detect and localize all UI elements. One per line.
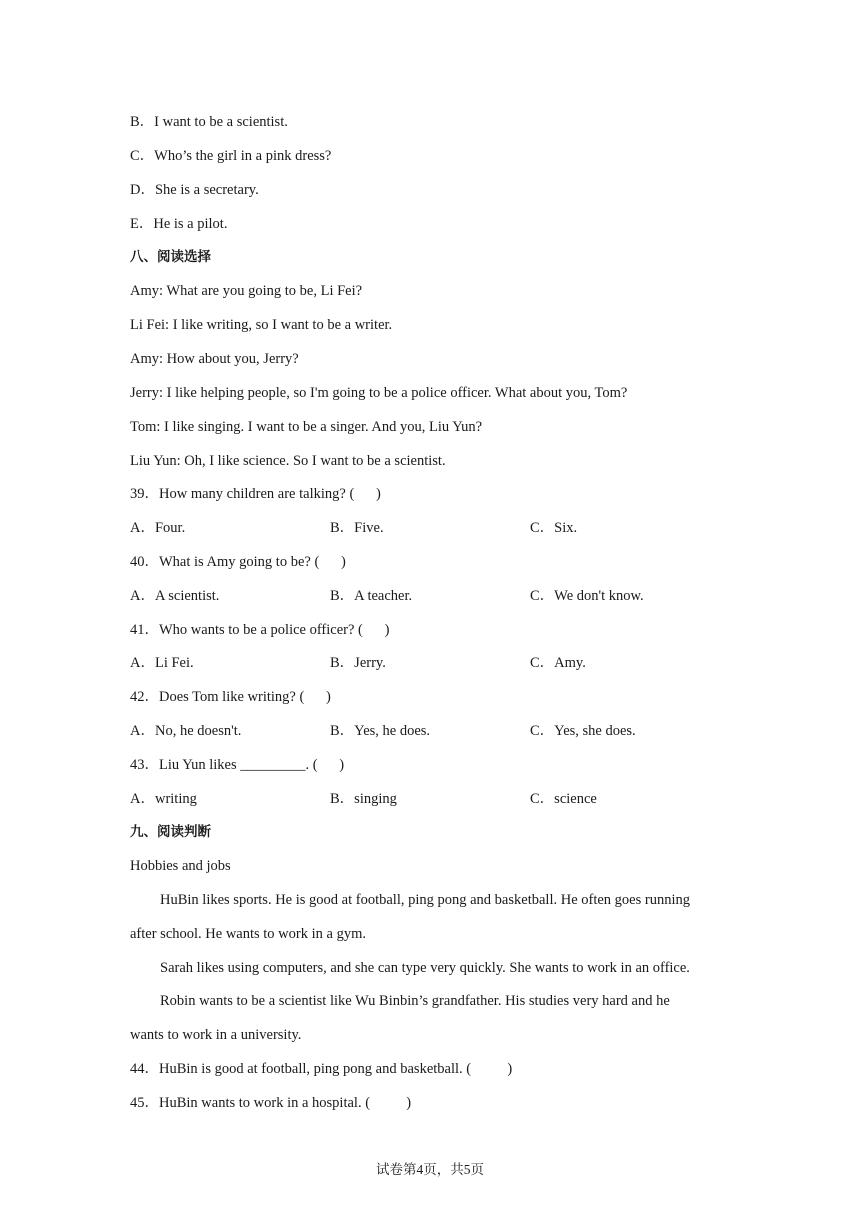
- passage-paragraph-1-cont: after school. He wants to work in a gym.: [130, 926, 366, 942]
- option-c: C．Amy.: [530, 655, 586, 671]
- option-d: D．She is a secretary.: [130, 182, 259, 198]
- question-40: 40．What is Amy going to be? ( ): [130, 554, 346, 570]
- option-a: A．writing: [130, 791, 197, 807]
- dialogue-line: Tom: I like singing. I want to be a singer. And you, Liu Yun?: [130, 419, 483, 435]
- passage-paragraph-3: Robin wants to be a scientist like Wu Binbin’s grandfather. His studies very hard and he: [160, 993, 670, 1009]
- section-heading-reading-choice: 八、阅读选择: [130, 249, 211, 265]
- option-c: C．science: [530, 791, 597, 807]
- question-45: 45．HuBin wants to work in a hospital. ( ): [130, 1095, 412, 1111]
- passage-paragraph-1: HuBin likes sports. He is good at football, ping pong and basketball. He often goes running: [160, 892, 690, 908]
- dialogue-line: Amy: What are you going to be, Li Fei?: [130, 283, 363, 299]
- question-43: 43．Liu Yun likes _________. ( ): [130, 757, 345, 773]
- section-heading-reading-judgment: 九、阅读判断: [130, 824, 211, 840]
- option-e: E．He is a pilot.: [130, 216, 228, 232]
- page-footer: 试卷第4页，共5页: [376, 1162, 484, 1177]
- option-a: A．A scientist.: [130, 588, 220, 604]
- dialogue-line: Amy: How about you, Jerry?: [130, 351, 299, 367]
- option-c: C．Who’s the girl in a pink dress?: [130, 148, 332, 164]
- passage-title: Hobbies and jobs: [130, 858, 231, 874]
- option-a: A．Four.: [130, 520, 186, 536]
- option-b: B．singing: [330, 791, 397, 807]
- option-b: B．A teacher.: [330, 588, 413, 604]
- dialogue-line: Liu Yun: Oh, I like science. So I want to be a scientist.: [130, 453, 446, 469]
- option-b: B．Five.: [330, 520, 384, 536]
- passage-paragraph-2: Sarah likes using computers, and she can type very quickly. She wants to work in an office.: [160, 960, 690, 976]
- option-a: A．No, he doesn't.: [130, 723, 242, 739]
- option-b: B．Yes, he does.: [330, 723, 431, 739]
- dialogue-line: Li Fei: I like writing, so I want to be a writer.: [130, 317, 393, 333]
- option-b: B．Jerry.: [330, 655, 386, 671]
- question-44: 44．HuBin is good at football, ping pong and basketball. ( ): [130, 1061, 513, 1077]
- dialogue-line: Jerry: I like helping people, so I'm going to be a police officer. What about you, Tom?: [130, 385, 628, 401]
- question-39: 39．How many children are talking? ( ): [130, 486, 381, 502]
- option-c: C．We don't know.: [530, 588, 644, 604]
- passage-paragraph-3-cont: wants to work in a university.: [130, 1027, 302, 1043]
- question-42: 42．Does Tom like writing? ( ): [130, 689, 331, 705]
- option-b: B．I want to be a scientist.: [130, 114, 288, 130]
- question-41: 41．Who wants to be a police officer? ( ): [130, 622, 390, 638]
- option-c: C．Six.: [530, 520, 578, 536]
- option-a: A．Li Fei.: [130, 655, 194, 671]
- option-c: C．Yes, she does.: [530, 723, 636, 739]
